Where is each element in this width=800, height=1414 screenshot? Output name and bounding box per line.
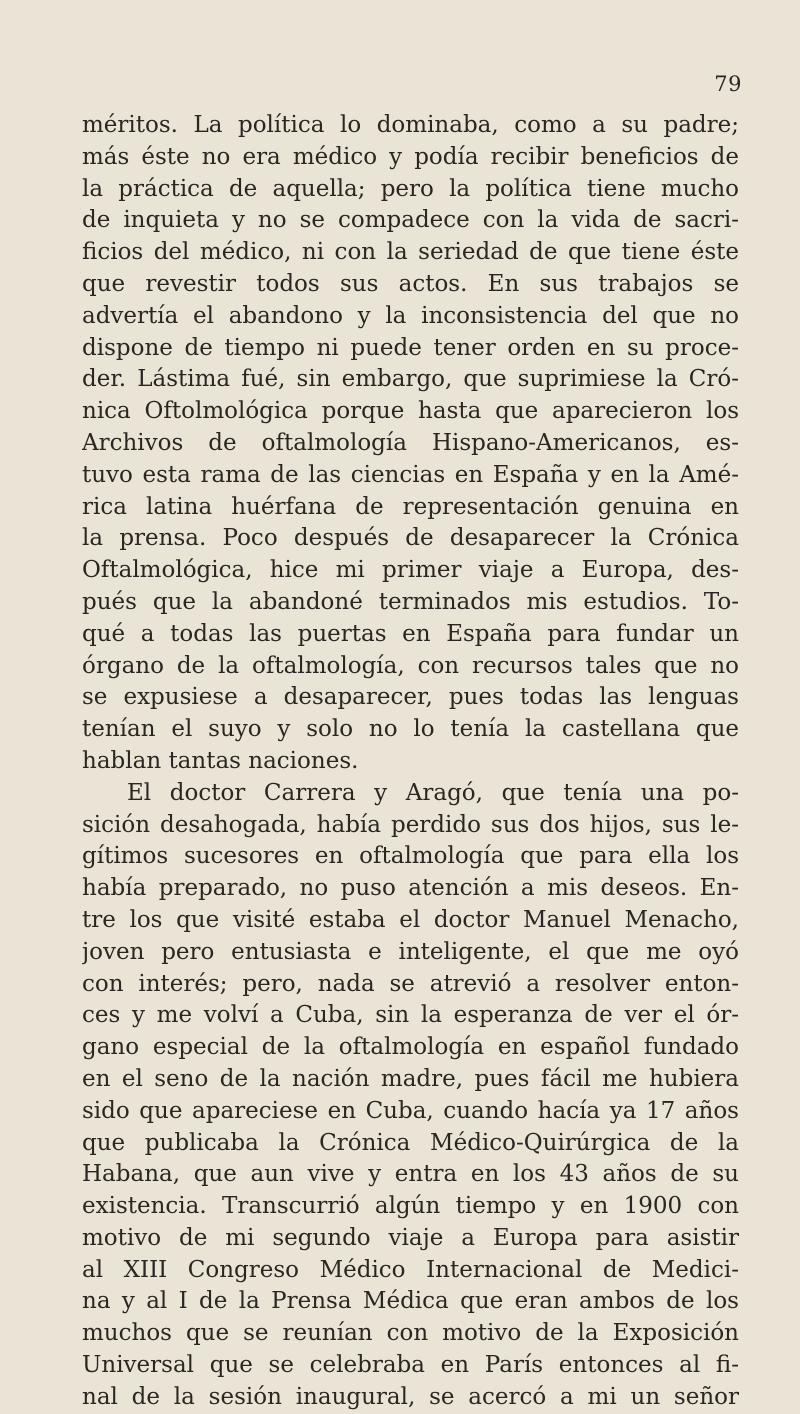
text-line: méritos. La política lo dominaba, como a su padre; <box>82 112 739 138</box>
text-line: sición desahogada, había perdido sus dos hijos, sus le- <box>82 811 739 838</box>
text-line: Oftalmológica, hice mi primer viaje a Europa, des- <box>82 557 739 584</box>
text-line: qué a todas las puertas en España para fundar un <box>82 620 739 647</box>
text-line: Habana, que aun vive y entra en los 43 años de su <box>82 1161 739 1188</box>
text-line: sido que apareciese en Cuba, cuando hacía ya 17 años <box>82 1097 739 1124</box>
text-line: tre los que visité estaba el doctor Manuel Menacho, <box>82 906 739 933</box>
text-line: gano especial de la oftalmología en español fundado <box>82 1034 739 1061</box>
text-line: ficios del médico, ni con la seriedad de que tiene éste <box>82 239 739 266</box>
page-number: 79 <box>714 72 742 96</box>
text-line: de inquieta y no se compadece con la vida de sacri- <box>82 207 739 234</box>
text-line: se expusiese a desaparecer, pues todas las lenguas <box>82 684 739 711</box>
text-line: motivo de mi segundo viaje a Europa para asistir <box>82 1224 739 1251</box>
text-line: tenían el suyo y solo no lo tenía la castellana que <box>82 716 739 743</box>
text-line: que revestir todos sus actos. En sus trabajos se <box>82 270 739 297</box>
text-line: existencia. Transcurrió algún tiempo y en 1900 con <box>82 1193 739 1220</box>
text-line: órgano de la oftalmología, con recursos tales que no <box>82 652 739 679</box>
text-line: que publicaba la Crónica Médico-Quirúrgica de la <box>82 1129 739 1156</box>
text-line: ces y me volví a Cuba, sin la esperanza de ver el ór- <box>82 1002 739 1029</box>
text-line: nica Oftolmológica porque hasta que aparecieron los <box>82 398 739 425</box>
text-line: había preparado, no puso atención a mis deseos. En- <box>82 875 739 902</box>
text-line: nal de la sesión inaugural, se acercó a mi un señor <box>82 1383 739 1410</box>
text-line: pués que la abandoné terminados mis estudios. To- <box>82 588 739 615</box>
text-line: en el seno de la nación madre, pues fácil me hubiera <box>82 1065 739 1092</box>
text-line: advertía el abandono y la inconsistencia del que no <box>82 302 739 329</box>
text-line: más éste no era médico y podía recibir beneficios de <box>82 143 739 170</box>
text-line: con interés; pero, nada se atrevió a resolver enton- <box>82 970 739 997</box>
text-line: tuvo esta rama de las ciencias en España y en la Amé- <box>82 461 739 488</box>
text-line: der. Lástima fué, sin embargo, que suprimiese la Cró- <box>82 366 739 393</box>
body-text <box>82 110 739 1414</box>
text-line: Universal que se celebraba en París entonces al fi- <box>82 1352 739 1379</box>
text-line: Archivos de oftalmología Hispano-Americanos, es- <box>82 429 739 456</box>
text-line: la práctica de aquella; pero la política tiene mucho <box>82 175 739 202</box>
text-line: al XIII Congreso Médico Internacional de Medici- <box>82 1256 739 1283</box>
text-line: El doctor Carrera y Aragó, que tenía una po- <box>127 779 739 806</box>
text-line: na y al I de la Prensa Médica que eran ambos de los <box>82 1288 739 1315</box>
text-line: dispone de tiempo ni puede tener orden en su proce- <box>82 334 739 361</box>
text-line: hablan tantas naciones. <box>82 747 359 774</box>
text-line: joven pero entusiasta e inteligente, el que me oyó <box>82 938 739 965</box>
text-line: gítimos sucesores en oftalmología que para ella los <box>82 843 739 870</box>
text-line: muchos que se reunían con motivo de la Exposición <box>82 1320 739 1347</box>
text-line: la prensa. Poco después de desaparecer la Crónica <box>82 525 739 552</box>
text-line: rica latina huérfana de representación genuina en <box>82 493 739 520</box>
